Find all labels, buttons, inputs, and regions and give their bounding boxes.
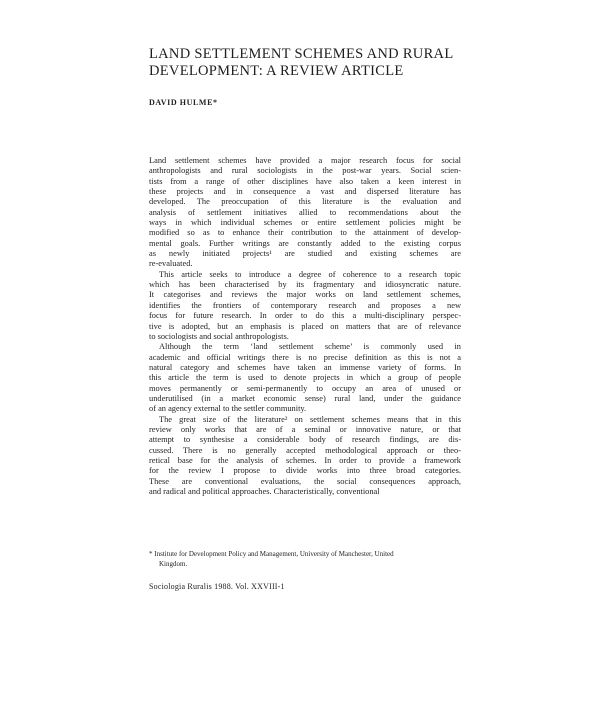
- footnote-line: * Institute for Development Policy and Management, University of Manchester, United: [149, 550, 394, 558]
- paragraph-line: as newly initiated projects¹ are studied and existing schemes are: [149, 249, 461, 259]
- article-body: [149, 156, 461, 497]
- paragraph-line: developed. The preoccupation of this literature is the evaluation and: [149, 197, 461, 207]
- paragraph-line: It categorises and reviews the major works on land settlement schemes,: [149, 290, 461, 300]
- paragraph-line: The great size of the literature² on settlement schemes means that in this: [159, 414, 461, 424]
- paragraph-line: of an agency external to the settler community.: [149, 404, 307, 414]
- paragraph-line: modified so as to enhance their contribution to the attainment of develop-: [149, 228, 461, 238]
- paragraph-line: cussed. There is no generally accepted methodological approach or theo-: [149, 445, 461, 455]
- footnote-line: Kingdom.: [159, 559, 188, 568]
- paragraph-line: which has been characterised by its fragmentary and idiosyncratic nature.: [149, 280, 461, 290]
- title-line-2: DEVELOPMENT: A REVIEW ARTICLE: [149, 63, 404, 79]
- title-line-1: LAND SETTLEMENT SCHEMES AND RURAL: [149, 46, 454, 62]
- footnote: [149, 550, 461, 569]
- paragraph: [149, 342, 461, 414]
- paragraph-line: identifies the frontiers of contemporary research and proposes a new: [149, 300, 461, 310]
- paragraph-line: analysis of settlement initiatives allied to recommendations about the: [149, 207, 461, 217]
- paragraph-line: for the review I propose to divide works into three broad categories.: [149, 466, 461, 476]
- paragraph-line: underutilised (in a market economic sense) rural land, under the guidance: [149, 393, 461, 403]
- paragraph-line: tists from a range of other disciplines have also taken a keen interest in: [149, 176, 461, 186]
- paragraph-line: mental goals. Further writings are constantly added to the existing corpus: [149, 238, 461, 248]
- journal-citation: Sociologia Ruralis 1988. Vol. XXVIII-1: [149, 582, 285, 591]
- paragraph-line: to sociologists and social anthropologists.: [149, 331, 289, 341]
- paragraph-line: These are conventional evaluations, the social consequences approach,: [149, 476, 461, 486]
- paragraph-line: this article the term is used to denote projects in which a group of people: [149, 373, 461, 383]
- paragraph-line: natural category and schemes have taken an immense variety of forms. In: [149, 362, 461, 372]
- paragraph-line: focus for future research. In order to do this a multi-disciplinary perspec-: [149, 311, 461, 321]
- paragraph-line: Land settlement schemes have provided a major research focus for social: [149, 156, 461, 165]
- paragraph-line: This article seeks to introduce a degree of coherence to a research topic: [159, 269, 461, 279]
- article-title: [149, 46, 469, 80]
- paragraph-line: tive is adopted, but an emphasis is placed on matters that are of relevance: [149, 321, 461, 331]
- paragraph-line: these projects and in consequence a vast and dispersed literature has: [149, 187, 461, 197]
- paragraph-line: moves permanently or semi-permanently to occupy an area of unused or: [149, 383, 461, 393]
- paragraph-line: re-evaluated.: [149, 259, 193, 269]
- paragraph: [149, 415, 461, 498]
- paragraph-line: retical base for the analysis of schemes. In order to provide a framework: [149, 455, 461, 465]
- paragraph-line: and radical and political approaches. Characteristically, conventional: [149, 487, 380, 496]
- paragraph-line: anthropologists and rural sociologists in the post-war years. Social scien-: [149, 166, 461, 176]
- paragraph: [149, 270, 461, 342]
- paragraph: [149, 156, 461, 270]
- paragraph-line: academic and official writings there is no precise definition as this is not a: [149, 352, 461, 362]
- paragraph-line: attempt to synthesise a considerable body of research findings, are dis-: [149, 435, 461, 445]
- paragraph-line: Although the term ‘land settlement scheme’ is commonly used in: [159, 342, 461, 352]
- author-name: DAVID HULME*: [149, 98, 218, 107]
- paragraph-line: ways in which individual schemes or entire settlement policies might be: [149, 218, 461, 228]
- paragraph-line: review only works that are of a seminal or innovative nature, or that: [149, 424, 461, 434]
